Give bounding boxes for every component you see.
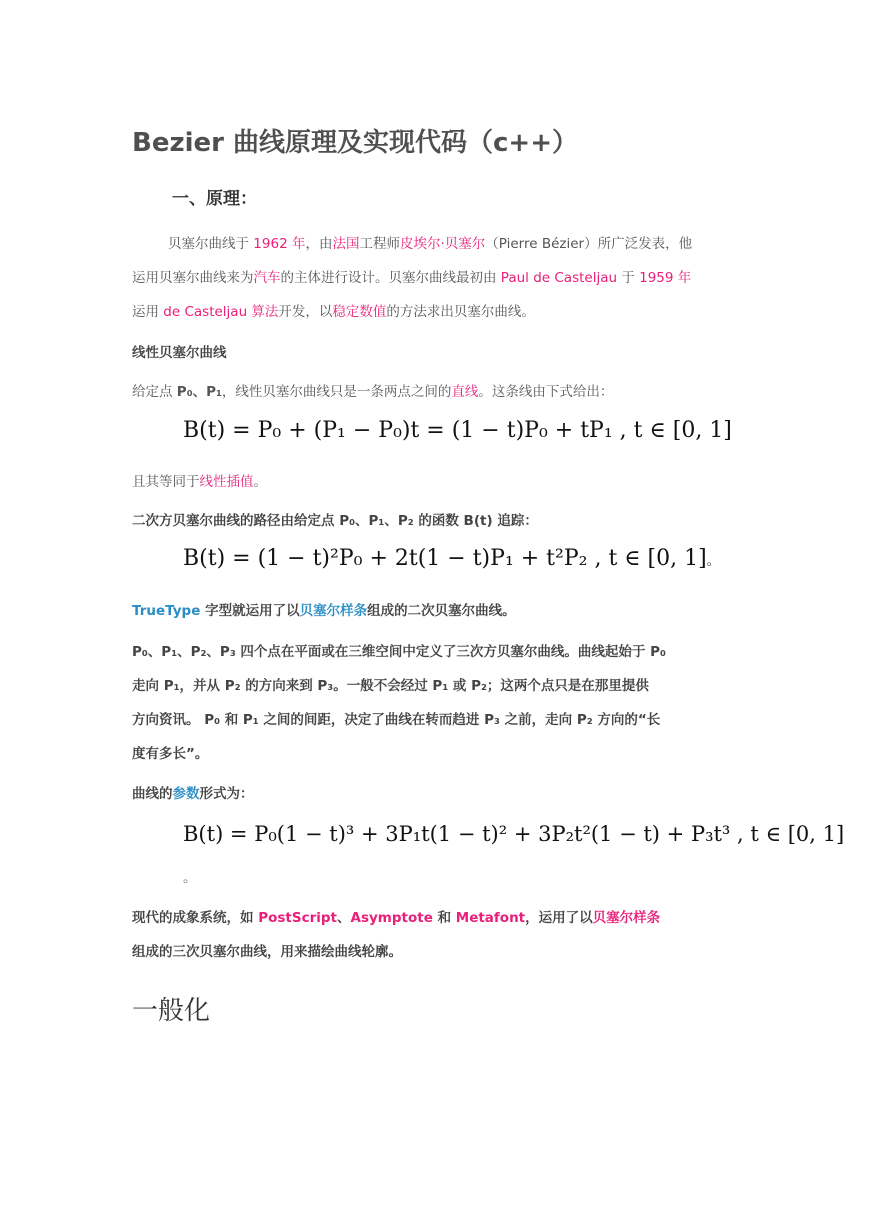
cubic-formula-period: 。: [183, 870, 197, 886]
truetype-text: TrueType 字型就运用了以贝塞尔样条组成的二次贝塞尔曲线。: [132, 603, 516, 619]
link-parameter[interactable]: 参数: [172, 786, 200, 802]
intro-line-3: 运用 de Casteljau 算法开发，以稳定数值的方法求出贝塞尔曲线。: [132, 304, 535, 320]
link-postscript[interactable]: PostScript: [258, 910, 337, 926]
link-asymptote[interactable]: Asymptote: [350, 910, 433, 926]
link-de-casteljau-algorithm[interactable]: de Casteljau 算法: [163, 304, 279, 320]
quadratic-text: 二次方贝塞尔曲线的路径由给定点 P₀、P₁、P₂ 的函数 B(t) 追踪：: [132, 513, 538, 529]
intro-line-1: 贝塞尔曲线于 1962 年，由法国工程师皮埃尔·贝塞尔（Pierre Bézier）所广泛发表，他: [168, 236, 693, 252]
link-car[interactable]: 汽车: [253, 270, 281, 286]
section-heading-generalization: 一般化: [132, 996, 211, 1026]
link-bezier-spline-1[interactable]: 贝塞尔样条: [299, 603, 368, 619]
link-bezier-spline-2[interactable]: 贝塞尔样条: [592, 910, 661, 926]
formula-cubic: B(t) = P₀(1 − t)³ + 3P₁t(1 − t)² + 3P₂t²(1 − t) + P₃t³ , t ∈ [0, 1]: [183, 822, 845, 846]
link-metafont[interactable]: Metafont: [455, 910, 526, 926]
link-1959[interactable]: 1959 年: [639, 270, 692, 286]
link-linear-interpolation[interactable]: 线性插值: [199, 474, 254, 490]
link-pierre-bezier[interactable]: 皮埃尔·贝塞尔: [399, 236, 486, 252]
linear-heading: 线性贝塞尔曲线: [132, 345, 227, 361]
page-title: Bezier 曲线原理及实现代码（c++）: [132, 128, 578, 158]
cubic-line-4: 度有多长”。: [132, 746, 209, 762]
cubic-line-2: 走向 P₁，并从 P₂ 的方向来到 P₃。一般不会经过 P₁ 或 P₂；这两个点只是在那里提供: [132, 678, 649, 694]
link-truetype[interactable]: TrueType: [132, 603, 201, 619]
parametric-text: 曲线的参数形式为：: [132, 786, 254, 802]
linear-given-text: 给定点 P₀、P₁，线性贝塞尔曲线只是一条两点之间的直线。这条线由下式给出：: [132, 384, 614, 400]
formula-linear: B(t) = P₀ + (P₁ − P₀)t = (1 − t)P₀ + tP₁ , t ∈ [0, 1]: [183, 418, 732, 443]
link-france[interactable]: 法国: [332, 236, 360, 252]
link-1962[interactable]: 1962 年: [253, 236, 306, 252]
link-paul-de-casteljau[interactable]: Paul de Casteljau: [500, 270, 618, 286]
formula-quadratic: B(t) = (1 − t)²P₀ + 2t(1 − t)P₁ + t²P₂ , t ∈ [0, 1]。: [183, 546, 721, 571]
cubic-line-1: P₀、P₁、P₂、P₃ 四个点在平面或在三维空间中定义了三次方贝塞尔曲线。曲线起始于 P₀: [132, 644, 666, 660]
cubic-line-3: 方向资讯。 P₀ 和 P₁ 之间的间距，决定了曲线在转而趋进 P₃ 之前，走向 P₂ 方向的“长: [132, 712, 661, 728]
section-heading-principle: 一、原理：: [172, 189, 257, 209]
linear-equiv-text: 且其等同于线性插值。: [132, 474, 267, 490]
modern-line-2: 组成的三次贝塞尔曲线，用来描绘曲线轮廓。: [132, 944, 402, 960]
link-numerical-stability[interactable]: 稳定数值: [332, 304, 387, 320]
intro-line-2: 运用贝塞尔曲线来为汽车的主体进行设计。贝塞尔曲线最初由 Paul de Casteljau 于 1959 年: [132, 270, 692, 286]
link-straight-line[interactable]: 直线: [451, 384, 479, 400]
modern-line-1: 现代的成象系统，如 PostScript、Asymptote 和 Metafont，运用了以贝塞尔样条: [132, 910, 661, 926]
